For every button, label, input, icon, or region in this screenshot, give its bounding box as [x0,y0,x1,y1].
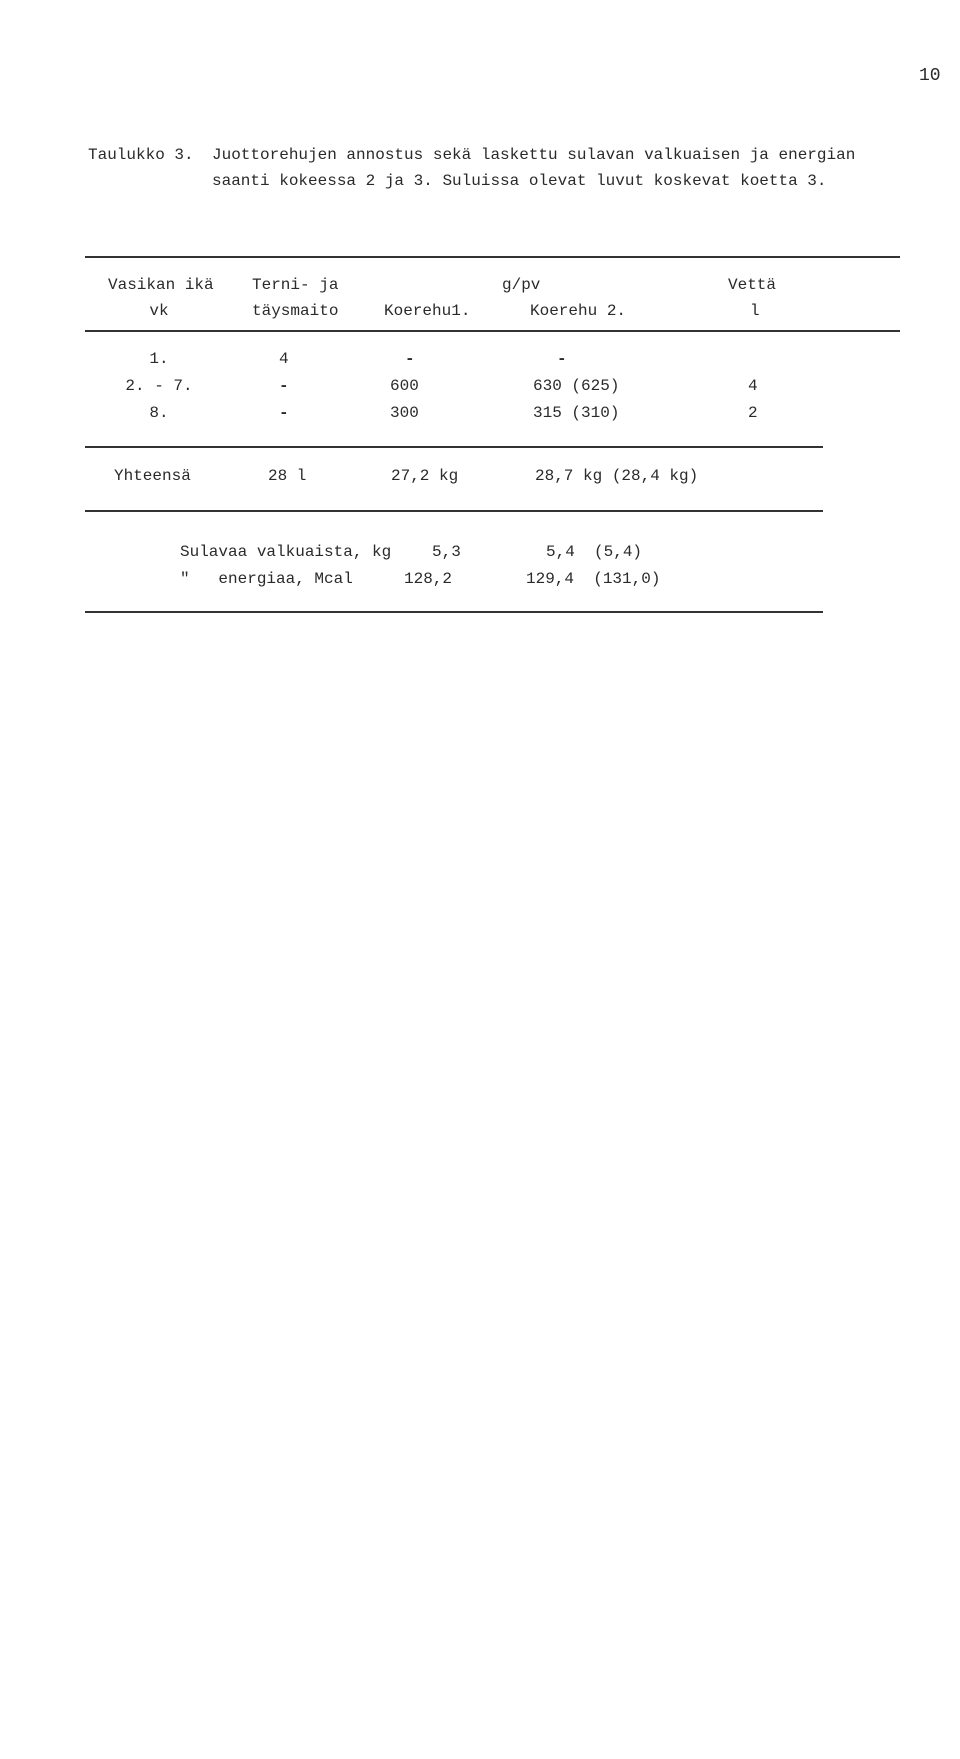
cell-water: 2 [748,404,758,422]
cell-feed2: - [557,350,567,368]
cell-milk: - [279,377,289,395]
header-age: Vasikan ikä [108,276,214,294]
cell-feed1: - [405,350,415,368]
cell-feed1: 300 [390,404,419,422]
header-milk-2: täysmaito [252,302,339,320]
summary-feed1: 5,3 [432,543,461,561]
header-feed1: Koerehu1. [384,302,471,320]
total-feed1: 27,2 kg [391,467,459,485]
cell-feed1: 600 [390,377,419,395]
cell-age: 2. - 7. [125,377,193,395]
total-label: Yhteensä [114,467,191,485]
header-milk: Terni- ja [252,276,339,294]
cell-feed2: 315 (310) [533,404,620,422]
caption-line-2: saanti kokeessa 2 ja 3. Suluissa olevat luvut koskevat koetta 3. [212,172,827,190]
header-water-unit: l [750,302,760,320]
header-water: Vettä [728,276,777,294]
summary-label: " energiaa, Mcal [180,570,353,588]
summary-feed2: 5,4 (5,4) [546,543,643,561]
summary-feed1: 128,2 [404,570,453,588]
cell-age: 8. [149,404,169,422]
header-age-unit: vk [149,302,169,320]
total-milk: 28 l [268,467,307,485]
caption-label: Taulukko 3. [88,146,194,164]
cell-water: 4 [748,377,758,395]
summary-label: Sulavaa valkuaista, kg [180,543,392,561]
header-feed2: Koerehu 2. [530,302,627,320]
caption-line-1: Juottorehujen annostus sekä laskettu sulavan valkuaisen ja energian [212,146,856,164]
summary-feed2: 129,4 (131,0) [526,570,661,588]
cell-milk: - [279,404,289,422]
total-feed2: 28,7 kg (28,4 kg) [535,467,699,485]
page-number: 10 [919,66,941,86]
cell-age: 1. [149,350,169,368]
cell-milk: 4 [279,350,289,368]
top-rule [85,256,900,258]
body-rule [85,446,823,448]
total-rule [85,510,823,512]
header-rule [85,330,900,332]
header-group-unit: g/pv [502,276,541,294]
bottom-rule [85,611,823,613]
cell-feed2: 630 (625) [533,377,620,395]
